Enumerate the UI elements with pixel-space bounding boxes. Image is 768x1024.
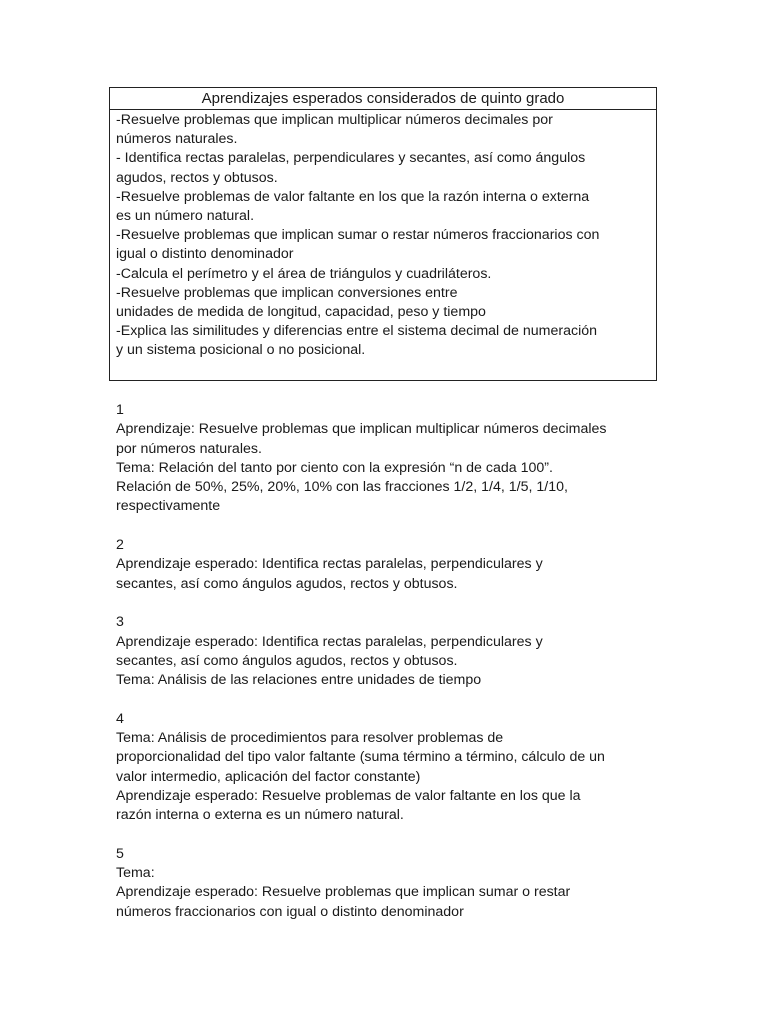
entry-5 xyxy=(116,845,676,922)
entry-line: secantes, así como ángulos agudos, rectos y obtusos. xyxy=(116,652,458,669)
table-title: Aprendizajes esperados considerados de quinto grado xyxy=(110,88,656,110)
entry-line: Aprendizaje esperado: Resuelve problemas que implican sumar o restar xyxy=(116,884,571,901)
table-line: -Calcula el perímetro y el área de triángulos y cuadriláteros. xyxy=(116,265,492,282)
entry-line: Tema: xyxy=(116,865,155,882)
entry-line: Aprendizaje esperado: Identifica rectas paralelas, perpendiculares y xyxy=(116,633,543,650)
table-line: números naturales. xyxy=(116,131,238,148)
entry-line: Tema: Análisis de procedimientos para resolver problemas de xyxy=(116,730,504,747)
table-line: igual o distinto denominador xyxy=(116,246,294,263)
entry-line: por números naturales. xyxy=(116,440,262,457)
table-line: -Resuelve problemas que implican multiplicar números decimales por xyxy=(116,112,553,128)
table-line: -Resuelve problemas que implican sumar o restar números fraccionarios con xyxy=(116,227,600,244)
entry-line: Relación de 50%, 25%, 20%, 10% con las fracciones 1/2, 1/4, 1/5, 1/10, xyxy=(116,479,568,496)
entry-3 xyxy=(116,613,676,690)
entry-4 xyxy=(116,710,676,826)
table-line: -Explica las similitudes y diferencias entre el sistema decimal de numeración xyxy=(116,323,598,340)
entry-line: respectivamente xyxy=(116,498,221,515)
entry-number: 4 xyxy=(116,710,124,727)
table-line: es un número natural. xyxy=(116,208,255,225)
table-line: agudos, rectos y obtusos. xyxy=(116,169,278,186)
table-line: y un sistema posicional o no posicional. xyxy=(116,342,366,359)
entry-line: razón interna o externa es un número natural. xyxy=(116,807,404,824)
entry-line: secantes, así como ángulos agudos, rectos y obtusos. xyxy=(116,575,458,592)
entry-1 xyxy=(116,401,676,517)
entry-2 xyxy=(116,536,676,594)
table-body xyxy=(110,110,656,361)
entry-number: 2 xyxy=(116,537,124,554)
entry-line: proporcionalidad del tipo valor faltante (suma término a término, cálculo de un xyxy=(116,749,605,766)
entry-number: 3 xyxy=(116,614,124,631)
entries-list xyxy=(116,401,676,941)
entry-line: números fraccionarios con igual o distinto denominador xyxy=(116,903,464,920)
entry-line: Aprendizaje: Resuelve problemas que implican multiplicar números decimales xyxy=(116,421,607,438)
table-line: unidades de medida de longitud, capacidad, peso y tiempo xyxy=(116,304,486,321)
entry-line: Aprendizaje esperado: Resuelve problemas de valor faltante en los que la xyxy=(116,787,581,804)
table-line: - Identifica rectas paralelas, perpendiculares y secantes, así como ángulos xyxy=(116,150,586,167)
entry-line: Tema: Relación del tanto por ciento con la expresión “n de cada 100”. xyxy=(116,459,553,476)
entry-number: 1 xyxy=(116,402,124,418)
entry-number: 5 xyxy=(116,845,124,862)
entry-line: Aprendizaje esperado: Identifica rectas paralelas, perpendiculares y xyxy=(116,556,543,573)
table-line: -Resuelve problemas que implican conversiones entre xyxy=(116,284,458,301)
entry-line: Tema: Análisis de las relaciones entre unidades de tiempo xyxy=(116,672,482,689)
table-line: -Resuelve problemas de valor faltante en los que la razón interna o externa xyxy=(116,188,590,205)
entry-line: valor intermedio, aplicación del factor constante) xyxy=(116,768,421,785)
learning-outcomes-table xyxy=(109,87,657,381)
